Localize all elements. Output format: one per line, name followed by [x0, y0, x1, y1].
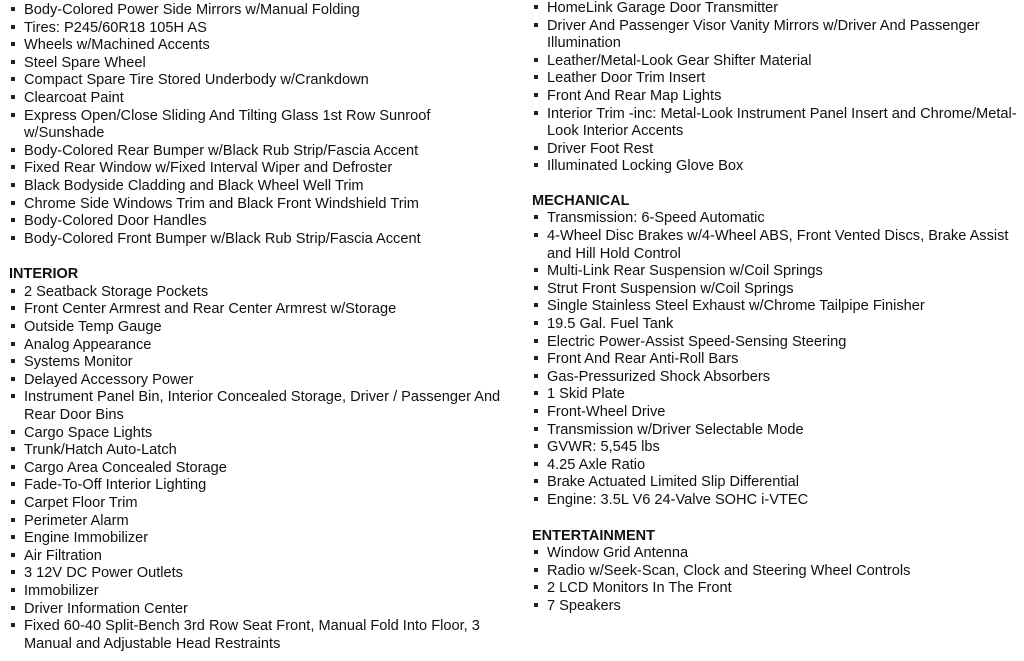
bullet-icon: [11, 359, 15, 363]
list-item-text: Strut Front Suspension w/Coil Springs: [547, 280, 794, 297]
list-item-text: Front And Rear Anti-Roll Bars: [547, 351, 739, 368]
list-item-text: Carpet Floor Trim: [24, 494, 138, 511]
list-item: [532, 88, 1020, 106]
bullet-icon: [11, 183, 15, 187]
list-item: [532, 580, 1020, 598]
list-item: [9, 108, 514, 143]
list-item-text: Fixed 60-40 Split-Bench 3rd Row Seat Front, Manual Fold Into Floor, 3 Manual and Adjustable Head Restraints: [24, 618, 480, 652]
list-item-text: Transmission w/Driver Selectable Mode: [547, 421, 804, 438]
bullet-icon: [534, 427, 538, 431]
list-item: [532, 545, 1020, 563]
list-item-text: Body-Colored Power Side Mirrors w/Manual Folding: [24, 2, 360, 18]
list-item-text: Front Center Armrest and Rear Center Armrest w/Storage: [24, 301, 397, 318]
list-item-text: Trunk/Hatch Auto-Latch: [24, 442, 177, 459]
list-item: [9, 618, 514, 653]
list-item-text: Engine: 3.5L V6 24-Valve SOHC i-VTEC: [547, 491, 809, 508]
list-item: [9, 389, 514, 424]
list-item-text: Fade-To-Off Interior Lighting: [24, 477, 207, 494]
list-item-text: Delayed Accessory Power: [24, 371, 194, 388]
list-item-text: Single Stainless Steel Exhaust w/Chrome Tailpipe Finisher: [547, 298, 925, 315]
bullet-icon: [11, 623, 15, 627]
list-item-text: 1 Skid Plate: [547, 386, 625, 403]
list-item: [9, 72, 514, 90]
list-item-text: Fixed Rear Window w/Fixed Interval Wiper and Defroster: [24, 160, 393, 177]
exterior-section: [9, 2, 514, 248]
list-item-text: Chrome Side Windows Trim and Black Front Windshield Trim: [24, 195, 419, 212]
bullet-icon: [534, 356, 538, 360]
list-item: [9, 143, 514, 161]
list-item: [9, 601, 514, 619]
list-item: [9, 548, 514, 566]
bullet-icon: [534, 163, 538, 167]
exterior-list: [9, 2, 514, 248]
list-item: [532, 386, 1020, 404]
bullet-icon: [11, 95, 15, 99]
list-item: [9, 196, 514, 214]
list-item-text: Engine Immobilizer: [24, 530, 149, 547]
list-item: [9, 442, 514, 460]
list-item-text: Steel Spare Wheel: [24, 54, 146, 71]
list-item-text: Tires: P245/60R18 105H AS: [24, 19, 207, 36]
list-item-text: Illuminated Locking Glove Box: [547, 158, 744, 175]
bullet-icon: [11, 7, 15, 11]
list-item: [532, 263, 1020, 281]
list-item-text: Brake Actuated Limited Slip Differential: [547, 474, 800, 491]
bullet-icon: [534, 75, 538, 79]
list-item-text: Leather Door Trim Insert: [547, 70, 706, 87]
bullet-icon: [11, 570, 15, 574]
list-item-text: Gas-Pressurized Shock Absorbers: [547, 368, 771, 385]
bullet-icon: [11, 306, 15, 310]
list-item: [532, 474, 1020, 492]
list-item: [532, 106, 1020, 141]
interior-continued-list: [532, 0, 1020, 176]
list-item: [532, 457, 1020, 475]
list-item-text: Black Bodyside Cladding and Black Wheel Well Trim: [24, 177, 364, 194]
list-item: [532, 369, 1020, 387]
list-item: [532, 210, 1020, 228]
list-item-text: Transmission: 6-Speed Automatic: [547, 210, 765, 227]
list-item: [9, 372, 514, 390]
list-item-text: Express Open/Close Sliding And Tilting Glass 1st Row Sunroof w/Sunshade: [24, 107, 431, 142]
interior-heading: INTERIOR: [9, 266, 79, 283]
list-item: [9, 284, 514, 302]
list-item-text: 2 Seatback Storage Pockets: [24, 283, 209, 300]
list-item: [532, 563, 1020, 581]
bullet-icon: [534, 603, 538, 607]
list-item: [9, 337, 514, 355]
list-item-text: Systems Monitor: [24, 354, 133, 371]
interior-section: [9, 266, 514, 653]
list-item: [9, 460, 514, 478]
list-item-text: Cargo Area Concealed Storage: [24, 459, 227, 476]
bullet-icon: [534, 286, 538, 290]
list-item-text: Electric Power-Assist Speed-Sensing Steering: [547, 333, 847, 350]
bullet-icon: [534, 5, 538, 9]
list-item-text: Front-Wheel Drive: [547, 403, 666, 420]
list-item: [532, 492, 1020, 510]
list-item-text: Outside Temp Gauge: [24, 319, 162, 335]
list-item-text: 2 LCD Monitors In The Front: [547, 580, 732, 597]
bullet-icon: [11, 518, 15, 522]
entertainment-section: [532, 528, 1020, 616]
bullet-icon: [11, 25, 15, 29]
list-item: [9, 495, 514, 513]
mechanical-heading: MECHANICAL: [532, 192, 630, 209]
bullet-icon: [11, 465, 15, 469]
bullet-icon: [11, 482, 15, 486]
list-item-text: 4-Wheel Disc Brakes w/4-Wheel ABS, Front Vented Discs, Brake Assist and Hill Hold Control: [547, 228, 1009, 262]
bullet-icon: [11, 430, 15, 434]
list-item: [9, 90, 514, 108]
bullet-icon: [534, 23, 538, 27]
list-item-text: GVWR: 5,545 lbs: [547, 439, 660, 456]
list-item: [532, 70, 1020, 88]
bullet-icon: [534, 462, 538, 466]
bullet-icon: [11, 201, 15, 205]
list-item: [9, 425, 514, 443]
mechanical-list: [532, 210, 1020, 509]
list-item-text: Leather/Metal-Look Gear Shifter Material: [547, 52, 812, 69]
bullet-icon: [534, 215, 538, 219]
list-item-text: 3 12V DC Power Outlets: [24, 565, 183, 582]
list-item: [532, 439, 1020, 457]
bullet-icon: [534, 391, 538, 395]
bullet-icon: [534, 550, 538, 554]
list-item-text: Window Grid Antenna: [547, 545, 689, 562]
list-item-text: HomeLink Garage Door Transmitter: [547, 0, 779, 16]
list-item-text: Driver Foot Rest: [547, 140, 654, 157]
bullet-icon: [534, 444, 538, 448]
list-item: [9, 160, 514, 178]
bullet-icon: [11, 535, 15, 539]
mechanical-section: [532, 193, 1020, 510]
left-column: [9, 0, 514, 653]
interior-list: [9, 284, 514, 653]
list-item-text: Compact Spare Tire Stored Underbody w/Crankdown: [24, 72, 369, 89]
list-item: [9, 319, 514, 337]
bullet-icon: [534, 479, 538, 483]
list-item: [9, 583, 514, 601]
list-item: [532, 158, 1020, 176]
list-item: [532, 281, 1020, 299]
list-item: [9, 354, 514, 372]
entertainment-list: [532, 545, 1020, 615]
entertainment-heading: ENTERTAINMENT: [532, 527, 655, 544]
list-item: [532, 404, 1020, 422]
list-item: [532, 0, 1020, 18]
list-item: [9, 55, 514, 73]
bullet-icon: [11, 113, 15, 117]
list-item-text: Body-Colored Front Bumper w/Black Rub Strip/Fascia Accent: [24, 230, 421, 247]
bullet-icon: [534, 374, 538, 378]
list-item-text: Clearcoat Paint: [24, 89, 124, 106]
bullet-icon: [11, 447, 15, 451]
list-item-text: Front And Rear Map Lights: [547, 87, 722, 104]
list-item-text: Body-Colored Door Handles: [24, 213, 207, 230]
list-item-text: 7 Speakers: [547, 597, 621, 614]
list-item: [532, 334, 1020, 352]
right-column: [532, 0, 1020, 615]
list-item-text: 4.25 Axle Ratio: [547, 456, 646, 473]
bullet-icon: [11, 588, 15, 592]
list-item: [9, 178, 514, 196]
bullet-icon: [534, 93, 538, 97]
list-item-text: Driver And Passenger Visor Vanity Mirrors w/Driver And Passenger Illumination: [547, 17, 980, 52]
list-item: [9, 301, 514, 319]
bullet-icon: [11, 394, 15, 398]
list-item: [9, 477, 514, 495]
list-item-text: Interior Trim -inc: Metal-Look Instrument Panel Insert and Chrome/Metal-Look Interior Accents: [547, 105, 1017, 140]
list-item: [532, 141, 1020, 159]
list-item-text: Perimeter Alarm: [24, 512, 129, 529]
bullet-icon: [11, 60, 15, 64]
list-item-text: Radio w/Seek-Scan, Clock and Steering Wheel Controls: [547, 562, 911, 579]
list-item-text: Analog Appearance: [24, 336, 152, 353]
list-item: [532, 228, 1020, 263]
list-item-text: Air Filtration: [24, 547, 102, 564]
list-item: [9, 231, 514, 249]
bullet-icon: [534, 409, 538, 413]
bullet-icon: [11, 377, 15, 381]
list-item: [532, 316, 1020, 334]
list-item-text: 19.5 Gal. Fuel Tank: [547, 316, 674, 332]
bullet-icon: [534, 568, 538, 572]
bullet-icon: [11, 500, 15, 504]
bullet-icon: [534, 303, 538, 307]
interior-continued-section: [532, 0, 1020, 176]
list-item: [9, 213, 514, 231]
list-item: [9, 20, 514, 38]
list-item: [532, 53, 1020, 71]
bullet-icon: [11, 553, 15, 557]
bullet-icon: [11, 324, 15, 328]
bullet-icon: [534, 111, 538, 115]
bullet-icon: [534, 497, 538, 501]
bullet-icon: [534, 146, 538, 150]
bullet-icon: [11, 606, 15, 610]
bullet-icon: [11, 77, 15, 81]
list-item: [9, 530, 514, 548]
list-item: [9, 37, 514, 55]
bullet-icon: [534, 321, 538, 325]
bullet-icon: [534, 58, 538, 62]
list-item: [9, 565, 514, 583]
list-item-text: Wheels w/Machined Accents: [24, 37, 210, 54]
bullet-icon: [11, 148, 15, 152]
bullet-icon: [534, 268, 538, 272]
bullet-icon: [11, 218, 15, 222]
list-item-text: Driver Information Center: [24, 600, 188, 617]
list-item-text: Body-Colored Rear Bumper w/Black Rub Strip/Fascia Accent: [24, 142, 419, 159]
bullet-icon: [11, 236, 15, 240]
list-item: [532, 598, 1020, 616]
bullet-icon: [11, 289, 15, 293]
list-item: [9, 2, 514, 20]
list-item-text: Cargo Space Lights: [24, 424, 153, 441]
list-item: [532, 18, 1020, 53]
list-item-text: Multi-Link Rear Suspension w/Coil Springs: [547, 263, 823, 280]
bullet-icon: [11, 42, 15, 46]
bullet-icon: [534, 339, 538, 343]
list-item: [532, 298, 1020, 316]
bullet-icon: [11, 342, 15, 346]
list-item: [9, 513, 514, 531]
list-item-text: Instrument Panel Bin, Interior Concealed Storage, Driver / Passenger And Rear Door Bins: [24, 389, 501, 423]
list-item: [532, 422, 1020, 440]
bullet-icon: [534, 585, 538, 589]
bullet-icon: [11, 165, 15, 169]
list-item: [532, 351, 1020, 369]
list-item-text: Immobilizer: [24, 582, 99, 599]
bullet-icon: [534, 233, 538, 237]
